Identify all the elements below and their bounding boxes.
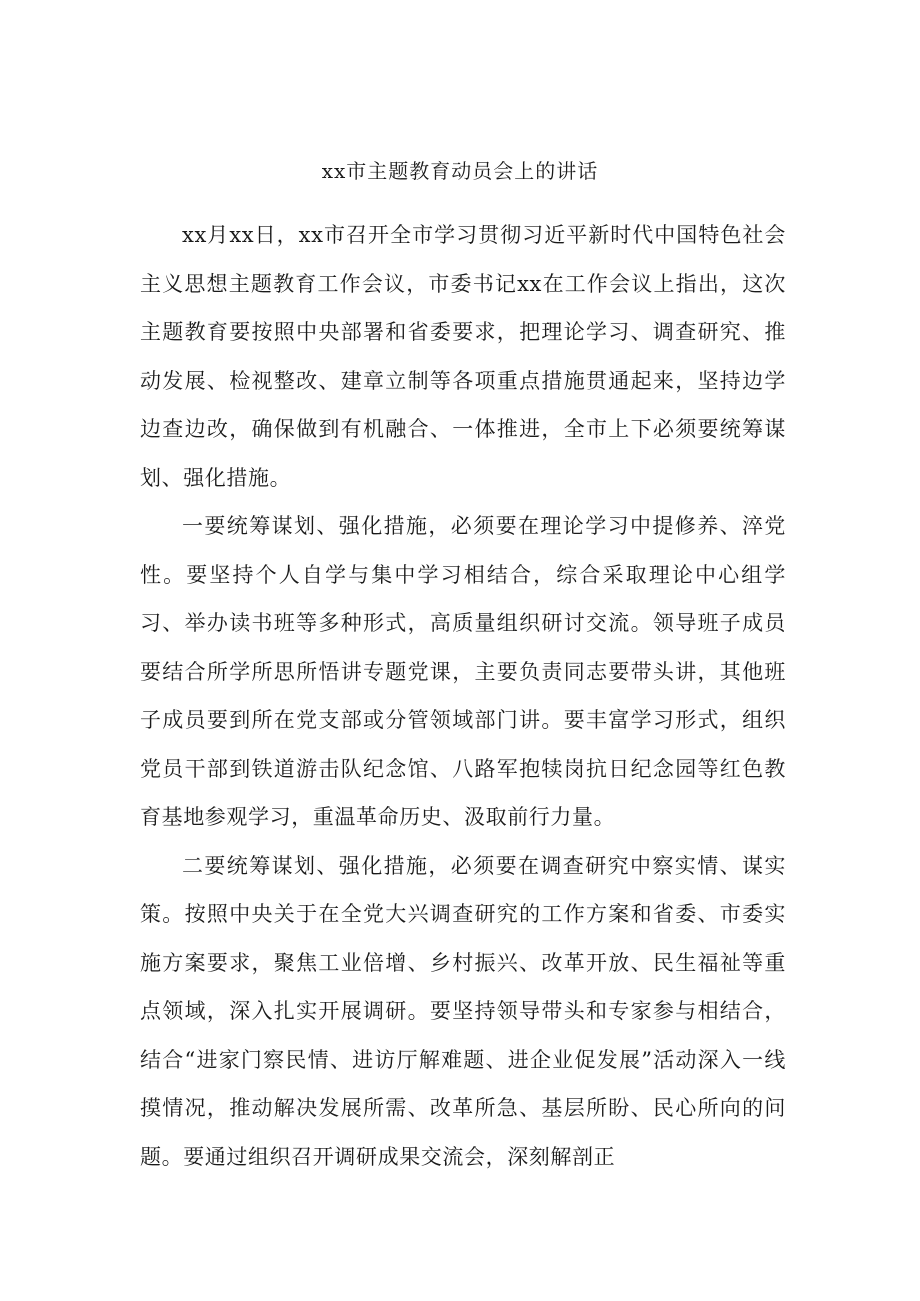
paragraph-point-one: 一要统筹谋划、强化措施，必须要在理论学习中提修养、淬党性。要坚持个人自学与集中学习相结合，综合采取理论中心组学习、举办读书班等多种形式，高质量组织研讨交流。领导班子成员要结合所学所思所悟讲专题党课，主要负责同志要带头讲，其他班子成员要到所在党支部或分管领域部门讲。要丰富学习形式，组织党员干部到铁道游击队纪念馆、八路军抱犊岗抗日纪念园等红色教育基地参观学习，重温革命历史、汲取前行力量。: [140, 514, 786, 829]
paragraph-intro: xx月xx日，xx市召开全市学习贯彻习近平新时代中国特色社会主义思想主题教育工作会议，市委书记xx在工作会议上指出，这次主题教育要按照中央部署和省委要求，把理论学习、调查研究、推动发展、检视整改、建章立制等各项重点措施贯通起来，坚持边学边查边改，确保做到有机融合、一体推进，全市上下必须要统筹谋划、强化措施。: [140, 223, 786, 490]
document-title: xx市主题教育动员会上的讲话: [321, 159, 599, 183]
paragraph-point-two: 二要统筹谋划、强化措施，必须要在调查研究中察实情、谋实策。按照中央关于在全党大兴调查研究的工作方案和省委、市委实施方案要求，聚焦工业倍增、乡村振兴、改革开放、民生福祉等重点领域，深入扎实开展调研。要坚持领导带头和专家参与相结合，结合“进家门察民情、进访厅解难题、进企业促发展”活动深入一线摸情况，推动解决发展所需、改革所急、基层所盼、民心所向的问题。要通过组织召开调研成果交流会，深刻解剖正: [140, 853, 786, 1169]
document-body: [140, 211, 786, 1181]
